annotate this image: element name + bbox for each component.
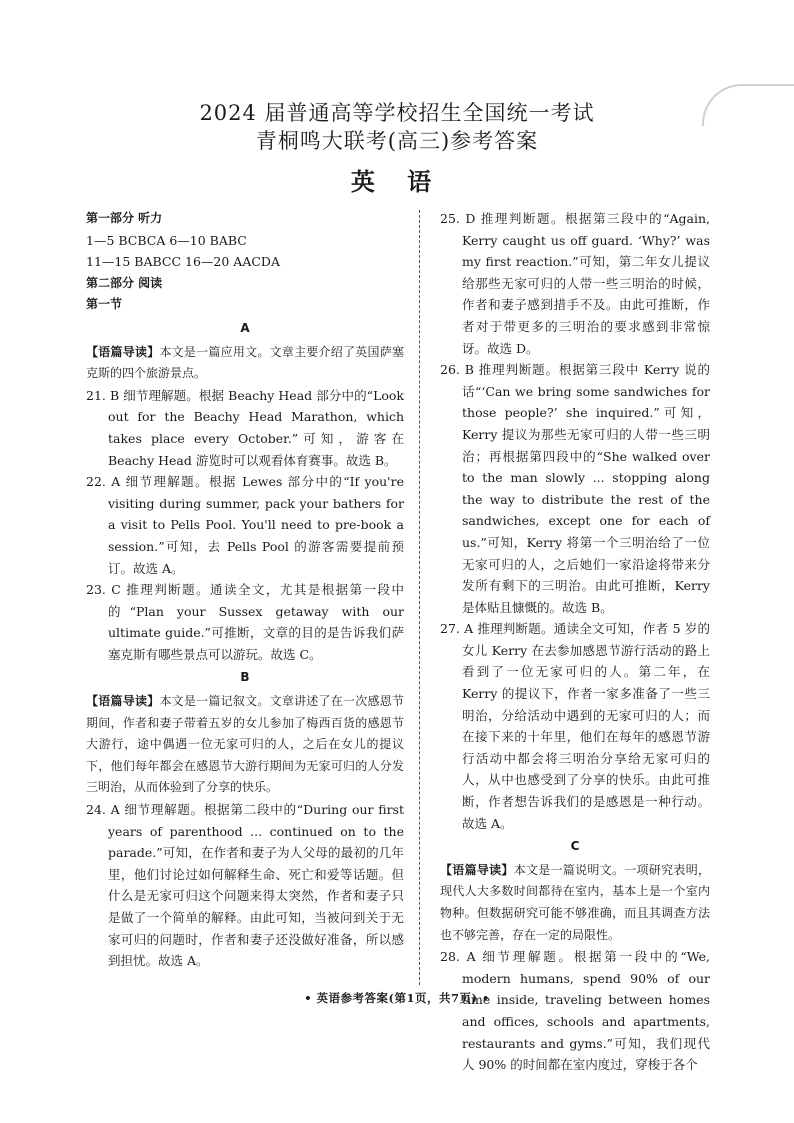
listening-answers-2: 11—15 BABCC 16—20 AACDA [86, 254, 280, 270]
passage-a-guide [86, 342, 404, 385]
right-column [440, 208, 710, 1076]
answer-27: 27. A 推理判断题。通读全文可知，作者 5 岁的女儿 Kerry 在去参加感恩节游行活动的路上看到了一位无家可归的人。第二年，在 Kerry 的提议下，作者一家多准备了一些三明治，分给活动中遇到的无家可归的人；而在接下来的十年里，他们在每年的感恩节游行活动中都会将三明治分享给无家可归的人，从中也感受到了分享的快乐。由此可推断，作者想告诉我们的是感恩是一种行动。故选 A。 [440, 621, 710, 831]
part2-heading: 第二部分 阅读 [86, 275, 163, 290]
passage-c-label: C [570, 839, 580, 854]
listening-answers-1: 1—5 BCBCA 6—10 BABC [86, 232, 247, 248]
guide-text: 本文是一篇记叙文。文章讲述了在一次感恩节期间，作者和妻子带着五岁的女儿参加了梅西百货的感恩节大游行，途中偶遇一位无家可归的人，之后在女儿的提议下，他们每年都会在感恩节大游行期间为无家可归的人分发三明治，从而体验到了分享的快乐。 [86, 694, 404, 795]
exam-title: 2024 届普通高等学校招生全国统一考试 [199, 101, 595, 125]
passage-b-guide [86, 691, 404, 799]
answer-21: 21. B 细节理解题。根据 Beachy Head 部分中的“Look out for the Beachy Head Marathon, which takes place every October.”可知，游客在 Beachy Head 游览时可以观看体育赛事。故选 B。 [86, 387, 404, 468]
answer-23: 23. C 推理判断题。通读全文，尤其是根据第一段中的“Plan your Sussex getaway with our ultimate guide.”可推断，文章的目的是告诉我们萨塞克斯有哪些景点可以游玩。故选 C。 [86, 582, 404, 662]
answer-22: 22. A 细节理解题。根据 Lewes 部分中的“If you're visiting during summer, pack your bathers for a visit to Pells Pool. You'll need to pre-book a session.”可知，去 Pells Pool 的游客需要提前预订。故选 A。 [86, 474, 404, 576]
passage-b-label: B [240, 670, 250, 685]
answer-24: 24. A 细节理解题。根据第二段中的“During our first years of parenthood ... continued on to the parade.”可知，在作者和妻子为人父母的最初的几年里，他们讨论过如何解释生命、死亡和爱等话题。但什么是无家可归这个问题来得太突然，作者和妻子只是做了一个简单的解释。由此可知，当被问到关于无家可归的问题时，作者和妻子还没做好准备，所以感到担忧。故选 A。 [86, 802, 404, 969]
guide-text: 本文是一篇说明文。一项研究表明，现代人大多数时间都待在室内，基本上是一个室内物种。但数据研究可能不够准确，而且其调查方法也不够完善，存在一定的局限性。 [440, 862, 710, 942]
left-column [86, 208, 404, 972]
part1-heading: 第一部分 听力 [86, 211, 163, 225]
answer-28: 28. A 细节理解题。根据第一段中的“We, modern humans, spend 90% of our time inside, traveling between homes and offices, schools and apartments, restaurants and gyms.”可知，我们现代人 90% 的时间都在室内度过，穿梭于各个 [440, 949, 710, 1073]
exam-subtitle: 青桐鸣大联考(高三)参考答案 [255, 129, 539, 153]
answer-26: 26. B 推理判断题。根据第三段中 Kerry 说的话“‘Can we bring some sandwiches for those people?’ she inquired.”可知，Kerry 提议为那些无家可归的人带一些三明治；再根据第四段中的“She walked over to the man slowly ... stopping along the way to distribute the rest of the sandwiches, except one for each of us.”可知，Kerry 将第一个三明治给了一位无家可归的人，之后她们一家沿途将带来分发所有剩下的三明治。由此可推断，Kerry 是体贴且慷慨的。故选 B。 [440, 362, 710, 615]
guide-tag: 【语篇导读】 [440, 862, 514, 877]
passage-a-label: A [240, 320, 250, 335]
subject-title: 英 语 [350, 168, 444, 196]
column-divider [419, 210, 421, 985]
answer-25: 25. D 推理判断题。根据第三段中的“Again, Kerry caught us off guard. ‘Why?’ was my first reaction.”可知，第二年女儿提议给那些无家可归的人带一些三明治的时候，作者和妻子感到措手不及。由此可推断，作者对于带更多的三明治的要求感到非常惊讶。故选 D。 [440, 211, 710, 356]
passage-c-guide [440, 860, 710, 946]
page-footer: • 英语参考答案(第1页，共7页) • [304, 991, 490, 1005]
document-header [0, 100, 794, 197]
guide-text: 本文是一篇应用文。文章主要介绍了英国萨塞克斯的四个旅游景点。 [86, 344, 404, 381]
guide-tag: 【语篇导读】 [86, 344, 160, 359]
guide-tag: 【语篇导读】 [86, 694, 160, 709]
section1-heading: 第一节 [86, 297, 123, 312]
